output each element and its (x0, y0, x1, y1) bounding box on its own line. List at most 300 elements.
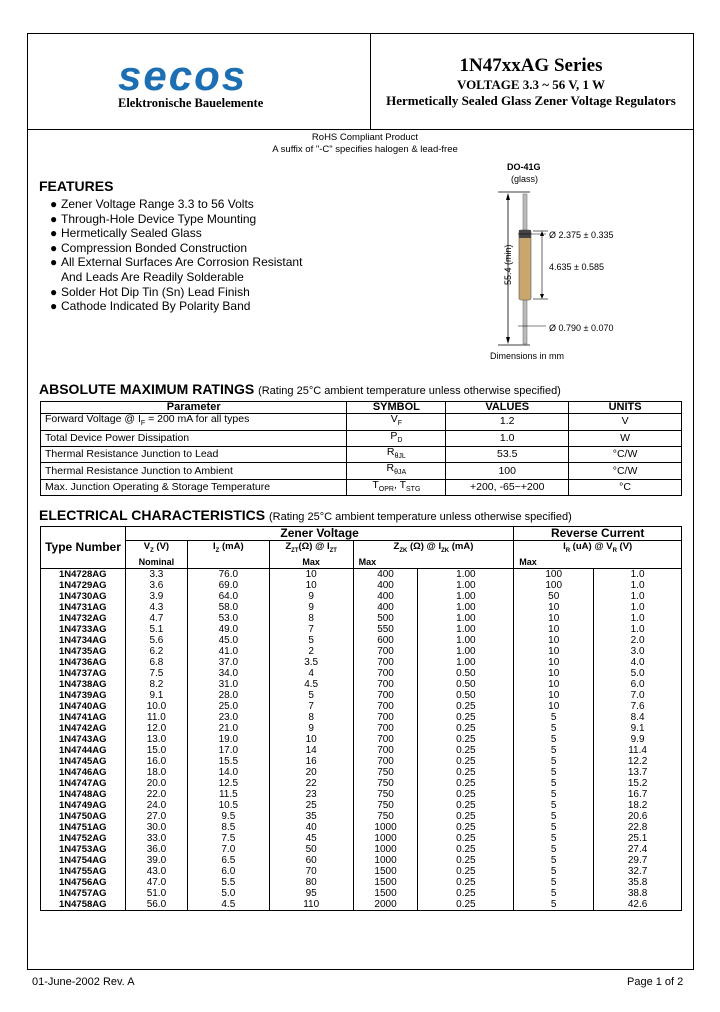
table-cell: 13.7 (594, 767, 682, 778)
table-cell: 69.0 (187, 580, 269, 591)
table-cell: 8.2 (125, 679, 187, 690)
table-cell: 5 (514, 844, 594, 855)
table-cell: 7.0 (187, 844, 269, 855)
table-cell: 22.8 (594, 822, 682, 833)
table-cell: 10.0 (125, 701, 187, 712)
table-cell: 10 (514, 701, 594, 712)
table-row: Max. Junction Operating & Storage Temperature $T_{OPR}$, $T_{STG}$ +200, -65~+200 °C (41, 479, 682, 495)
table-cell: 0.25 (418, 833, 514, 844)
table-row (41, 591, 682, 602)
table-cell: 5 (269, 690, 353, 701)
table-cell: 27.4 (594, 844, 682, 855)
table-subheader-row: $V_Z$ (V) $I_Z$ (mA) $Z_{ZT}(\Omega)$ @ $I_{ZT}$ $Z_{ZK}$ (Ω) @ $I_{ZK}$ (mA) $I_R$ (uA) @ $V_R$ (V) (41, 541, 682, 557)
table-cell: 5.0 (187, 888, 269, 899)
part-number-cell: 1N4730AG (41, 591, 126, 602)
table-cell: 15.2 (594, 778, 682, 789)
table-row: Total Device Power Dissipation $P_D$ 1.0 W (41, 430, 682, 446)
part-number-cell: 1N4748AG (41, 789, 126, 800)
table-row: Thermal Resistance Junction to Ambient $R_{\theta JA}$ 100 °C/W (41, 463, 682, 479)
table-row (41, 712, 682, 723)
table-cell: 2 (269, 646, 353, 657)
table-row (41, 679, 682, 690)
part-number-cell: 1N4751AG (41, 822, 126, 833)
table-cell: 10.5 (187, 800, 269, 811)
table-cell: 0.50 (418, 668, 514, 679)
feature-item: ● Compression Bonded Construction (50, 240, 248, 255)
part-number-cell: 1N4733AG (41, 624, 126, 635)
table-cell: 0.25 (418, 888, 514, 899)
part-number-cell: 1N4752AG (41, 833, 126, 844)
table-cell: 20 (269, 767, 353, 778)
table-cell: 600 (353, 635, 418, 646)
table-cell: 5.6 (125, 635, 187, 646)
feature-item: ● Through-Hole Device Type Mounting (50, 211, 257, 226)
table-header-row (41, 527, 682, 541)
table-cell: 29.7 (594, 855, 682, 866)
table-cell: 0.25 (418, 855, 514, 866)
company-tagline: Elektronische Bauelemente (118, 96, 264, 110)
table-row (41, 602, 682, 613)
header-divider (27, 129, 694, 130)
table-cell: 8.4 (594, 712, 682, 723)
table-cell: 700 (353, 646, 418, 657)
table-cell: 15.5 (187, 756, 269, 767)
table-cell: 5 (514, 877, 594, 888)
table-cell: 38.8 (594, 888, 682, 899)
part-number-cell: 1N4734AG (41, 635, 126, 646)
table-cell: 1.0 (594, 568, 682, 580)
revision-date: 01-June-2002 Rev. A (32, 976, 135, 988)
table-cell: 0.25 (418, 701, 514, 712)
table-row: Thermal Resistance Junction to Lead $R_{\theta JL}$ 53.5 °C/W (41, 447, 682, 463)
page-number: Page 1 of 2 (627, 976, 684, 988)
table-cell: 11.0 (125, 712, 187, 723)
table-cell: 0.25 (418, 844, 514, 855)
table-cell: 5 (514, 855, 594, 866)
table-cell: 0.25 (418, 877, 514, 888)
table-cell: 27.0 (125, 811, 187, 822)
table-cell: 9.1 (125, 690, 187, 701)
table-cell: 9.1 (594, 723, 682, 734)
table-cell: 36.0 (125, 844, 187, 855)
bullet-icon: ● (50, 226, 58, 241)
table-row (41, 844, 682, 855)
table-cell: 400 (353, 580, 418, 591)
table-cell: 700 (353, 668, 418, 679)
table-row (41, 888, 682, 899)
body-length-dim: 4.635 ± 0.585 (549, 262, 604, 272)
feature-item-continuation: And Leads Are Readily Solderable (61, 269, 244, 284)
part-number-cell: 1N4736AG (41, 657, 126, 668)
table-cell: 16 (269, 756, 353, 767)
table-cell: 7 (269, 624, 353, 635)
table-cell: 3.5 (269, 657, 353, 668)
part-number-cell: 1N4735AG (41, 646, 126, 657)
part-number-cell: 1N4729AG (41, 580, 126, 591)
table-cell: 10 (269, 568, 353, 580)
table-cell: 10 (514, 690, 594, 701)
table-cell: 10 (514, 646, 594, 657)
bullet-icon: ● (50, 299, 58, 314)
table-cell: 1.00 (418, 635, 514, 646)
table-cell: 56.0 (125, 899, 187, 911)
table-row (41, 701, 682, 712)
table-cell: 30.0 (125, 822, 187, 833)
table-cell: 64.0 (187, 591, 269, 602)
table-cell: 1.00 (418, 580, 514, 591)
table-cell: 19.0 (187, 734, 269, 745)
table-cell: 1.00 (418, 602, 514, 613)
feature-item: ● Cathode Indicated By Polarity Band (50, 299, 251, 314)
abs-max-title: ABSOLUTE MAXIMUM RATINGS (Rating 25°C ambient temperature unless otherwise specified) (39, 381, 561, 397)
table-cell: 700 (353, 712, 418, 723)
feature-item: ● Zener Voltage Range 3.3 to 56 Volts (50, 197, 254, 211)
part-number-cell: 1N4742AG (41, 723, 126, 734)
table-cell: 12.5 (187, 778, 269, 789)
table-cell: 1500 (353, 888, 418, 899)
table-cell: 2000 (353, 899, 418, 911)
table-cell: 24.0 (125, 800, 187, 811)
table-cell: 15.0 (125, 745, 187, 756)
table-cell: 25.0 (187, 701, 269, 712)
part-number-cell: 1N4745AG (41, 756, 126, 767)
bullet-icon: ● (50, 197, 58, 211)
table-cell: 5 (514, 778, 594, 789)
part-number-cell: 1N4739AG (41, 690, 126, 701)
table-cell: 5 (514, 767, 594, 778)
table-cell: 4.5 (187, 899, 269, 911)
table-cell: 4.7 (125, 613, 187, 624)
table-cell: 43.0 (125, 866, 187, 877)
table-cell: 6.2 (125, 646, 187, 657)
table-cell: 21.0 (187, 723, 269, 734)
table-cell: 700 (353, 723, 418, 734)
table-cell: 7.0 (594, 690, 682, 701)
table-cell: 1000 (353, 855, 418, 866)
table-cell: 4.0 (594, 657, 682, 668)
table-cell: 7.6 (594, 701, 682, 712)
table-cell: 5 (514, 833, 594, 844)
table-row (41, 690, 682, 701)
bullet-icon: ● (50, 211, 58, 226)
table-cell: 8 (269, 613, 353, 624)
table-cell: 5 (514, 822, 594, 833)
part-number-cell: 1N4743AG (41, 734, 126, 745)
table-cell: 1000 (353, 833, 418, 844)
table-cell: 10 (514, 602, 594, 613)
table-cell: 5 (514, 712, 594, 723)
table-cell: 1.0 (594, 591, 682, 602)
table-cell: 700 (353, 679, 418, 690)
table-cell: 16.0 (125, 756, 187, 767)
table-cell: 5 (514, 800, 594, 811)
table-row (41, 613, 682, 624)
table-cell: 42.6 (594, 899, 682, 911)
table-cell: 110 (269, 899, 353, 911)
table-cell: 31.0 (187, 679, 269, 690)
table-cell: 0.25 (418, 899, 514, 911)
table-cell: 9.9 (594, 734, 682, 745)
table-cell: 2.0 (594, 635, 682, 646)
table-cell: 45.0 (187, 635, 269, 646)
table-cell: 700 (353, 690, 418, 701)
table-cell: 35 (269, 811, 353, 822)
table-cell: 6.5 (187, 855, 269, 866)
table-cell: 0.25 (418, 745, 514, 756)
series-title: 1N47xxAG Series (459, 55, 603, 76)
table-cell: 6.8 (125, 657, 187, 668)
table-cell: 12.0 (125, 723, 187, 734)
table-cell: 700 (353, 734, 418, 745)
table-cell: 16.7 (594, 789, 682, 800)
table-cell: 5 (514, 734, 594, 745)
table-cell: 1.00 (418, 591, 514, 602)
table-cell: 1.00 (418, 646, 514, 657)
table-row (41, 855, 682, 866)
table-cell: 51.0 (125, 888, 187, 899)
table-cell: 14.0 (187, 767, 269, 778)
package-sub: (glass) (511, 174, 539, 184)
table-cell: 20.0 (125, 778, 187, 789)
table-cell: 10 (514, 635, 594, 646)
table-cell: 18.0 (125, 767, 187, 778)
part-number-cell: 1N4755AG (41, 866, 126, 877)
part-number-cell: 1N4728AG (41, 568, 126, 580)
table-cell: 3.6 (125, 580, 187, 591)
table-row (41, 580, 682, 591)
table-cell: 1000 (353, 822, 418, 833)
table-cell: 10 (514, 624, 594, 635)
part-number-cell: 1N4756AG (41, 877, 126, 888)
table-cell: 700 (353, 756, 418, 767)
table-row (41, 668, 682, 679)
table-cell: 550 (353, 624, 418, 635)
table-cell: 10 (269, 580, 353, 591)
table-row (41, 745, 682, 756)
table-cell: 750 (353, 767, 418, 778)
table-cell: 22 (269, 778, 353, 789)
table-cell: 6.0 (187, 866, 269, 877)
table-cell: 60 (269, 855, 353, 866)
table-cell: 10 (514, 679, 594, 690)
table-cell: 5.1 (125, 624, 187, 635)
table-cell: 5 (514, 899, 594, 911)
table-subheader-row: Nominal Max Max Max (41, 557, 682, 569)
table-cell: 0.25 (418, 811, 514, 822)
table-cell: 500 (353, 613, 418, 624)
table-cell: 12.2 (594, 756, 682, 767)
table-cell: 10 (514, 613, 594, 624)
table-cell: 1.00 (418, 624, 514, 635)
table-row (41, 646, 682, 657)
table-cell: 41.0 (187, 646, 269, 657)
table-cell: 0.25 (418, 767, 514, 778)
table-cell: 0.25 (418, 756, 514, 767)
electrical-characteristics-table (40, 526, 682, 911)
table-cell: 9 (269, 723, 353, 734)
table-cell: 70 (269, 866, 353, 877)
table-cell: 10 (269, 734, 353, 745)
table-cell: 22.0 (125, 789, 187, 800)
part-number-cell: 1N4732AG (41, 613, 126, 624)
table-cell: 700 (353, 701, 418, 712)
table-cell: 1.00 (418, 613, 514, 624)
reverse-current-header: Reverse Current (514, 527, 682, 541)
table-cell: 23 (269, 789, 353, 800)
table-cell: 1500 (353, 866, 418, 877)
table-cell: 3.0 (594, 646, 682, 657)
part-number-cell: 1N4750AG (41, 811, 126, 822)
table-row (41, 657, 682, 668)
table-cell: 1.0 (594, 580, 682, 591)
table-cell: 17.0 (187, 745, 269, 756)
table-cell: 400 (353, 591, 418, 602)
table-cell: 10 (514, 668, 594, 679)
table-cell: 28.0 (187, 690, 269, 701)
table-row (41, 877, 682, 888)
table-cell: 0.25 (418, 712, 514, 723)
table-cell: 9 (269, 591, 353, 602)
table-cell: 32.7 (594, 866, 682, 877)
table-cell: 8 (269, 712, 353, 723)
part-number-cell: 1N4749AG (41, 800, 126, 811)
table-cell: 6.0 (594, 679, 682, 690)
product-description: Hermetically Sealed Glass Zener Voltage Regulators (386, 93, 676, 108)
table-cell: 3.9 (125, 591, 187, 602)
table-cell: 9.5 (187, 811, 269, 822)
bullet-icon: ● (50, 284, 58, 299)
part-number-cell: 1N4753AG (41, 844, 126, 855)
table-cell: 4.3 (125, 602, 187, 613)
table-cell: 0.25 (418, 800, 514, 811)
table-cell: 0.25 (418, 866, 514, 877)
table-cell: 20.6 (594, 811, 682, 822)
part-number-cell: 1N4737AG (41, 668, 126, 679)
table-row (41, 811, 682, 822)
table-row (41, 767, 682, 778)
table-cell: 4 (269, 668, 353, 679)
table-cell: 100 (514, 580, 594, 591)
table-cell: 700 (353, 657, 418, 668)
table-cell: 750 (353, 811, 418, 822)
table-cell: 0.50 (418, 679, 514, 690)
table-cell: 50 (514, 591, 594, 602)
part-number-cell: 1N4741AG (41, 712, 126, 723)
table-cell: 34.0 (187, 668, 269, 679)
abs-max-table (40, 401, 682, 496)
table-cell: 700 (353, 745, 418, 756)
lead-diameter-dim: Ø 0.790 ± 0.070 (549, 323, 614, 333)
elec-title: ELECTRICAL CHARACTERISTICS (Rating 25°C ambient temperature unless otherwise specified) (39, 507, 572, 523)
part-number-cell: 1N4754AG (41, 855, 126, 866)
table-row (41, 635, 682, 646)
table-cell: 50 (269, 844, 353, 855)
table-cell: 95 (269, 888, 353, 899)
table-cell: 53.0 (187, 613, 269, 624)
table-row (41, 789, 682, 800)
part-number-cell: 1N4758AG (41, 899, 126, 911)
table-cell: 5 (514, 866, 594, 877)
table-cell: 18.2 (594, 800, 682, 811)
dimension-units: Dimensions in mm (490, 351, 565, 361)
part-number-cell: 1N4744AG (41, 745, 126, 756)
table-cell: 45 (269, 833, 353, 844)
table-cell: 5 (514, 723, 594, 734)
table-cell: 5 (514, 888, 594, 899)
body-diameter-dim: Ø 2.375 ± 0.335 (549, 230, 614, 240)
table-cell: 25 (269, 800, 353, 811)
table-cell: 7 (269, 701, 353, 712)
table-row (41, 833, 682, 844)
table-cell: 33.0 (125, 833, 187, 844)
table-cell: 1.0 (594, 624, 682, 635)
type-number-header: Type Number (41, 527, 126, 569)
table-row (41, 568, 682, 580)
table-cell: 13.0 (125, 734, 187, 745)
table-cell: 9 (269, 602, 353, 613)
part-number-cell: 1N4746AG (41, 767, 126, 778)
table-cell: 80 (269, 877, 353, 888)
table-cell: 10 (514, 657, 594, 668)
total-length-dim: 55.4 (min) (503, 244, 513, 285)
features-list (50, 197, 302, 314)
table-cell: 37.0 (187, 657, 269, 668)
table-cell: 0.25 (418, 723, 514, 734)
table-cell: 750 (353, 800, 418, 811)
table-cell: 8.5 (187, 822, 269, 833)
table-cell: 100 (514, 568, 594, 580)
table-row (41, 822, 682, 833)
table-row (41, 800, 682, 811)
table-row (41, 899, 682, 911)
feature-item: ● Hermetically Sealed Glass (50, 226, 202, 241)
table-cell: 5 (269, 635, 353, 646)
table-row (41, 624, 682, 635)
rohs-line: RoHS Compliant Product (311, 132, 419, 143)
bullet-icon: ● (50, 240, 58, 255)
table-cell: 400 (353, 568, 418, 580)
table-cell: 4.5 (269, 679, 353, 690)
company-logo: secos (118, 52, 248, 99)
voltage-line: VOLTAGE 3.3 ~ 56 V, 1 W (456, 77, 606, 92)
table-cell: 5.0 (594, 668, 682, 679)
table-cell: 14 (269, 745, 353, 756)
table-cell: 5 (514, 745, 594, 756)
table-cell: 3.3 (125, 568, 187, 580)
table-cell: 1.00 (418, 568, 514, 580)
table-cell: 7.5 (125, 668, 187, 679)
table-row (41, 734, 682, 745)
features-title: FEATURES (39, 178, 114, 194)
part-number-cell: 1N4757AG (41, 888, 126, 899)
table-row: Forward Voltage @ $I_F = 200$ mA for all types $V_F$ 1.2 V (41, 414, 682, 430)
table-row (41, 756, 682, 767)
table-cell: 1000 (353, 844, 418, 855)
table-cell: 5.5 (187, 877, 269, 888)
part-number-cell: 1N4731AG (41, 602, 126, 613)
table-cell: 35.8 (594, 877, 682, 888)
table-cell: 47.0 (125, 877, 187, 888)
table-cell: 11.5 (187, 789, 269, 800)
package-outline (480, 160, 690, 365)
halogen-note: A suffix of "-C" specifies halogen & lead-free (272, 144, 458, 155)
table-cell: 58.0 (187, 602, 269, 613)
zener-voltage-header: Zener Voltage (125, 527, 513, 541)
table-row (41, 723, 682, 734)
table-cell: 400 (353, 602, 418, 613)
table-cell: 1500 (353, 877, 418, 888)
part-number-cell: 1N4738AG (41, 679, 126, 690)
